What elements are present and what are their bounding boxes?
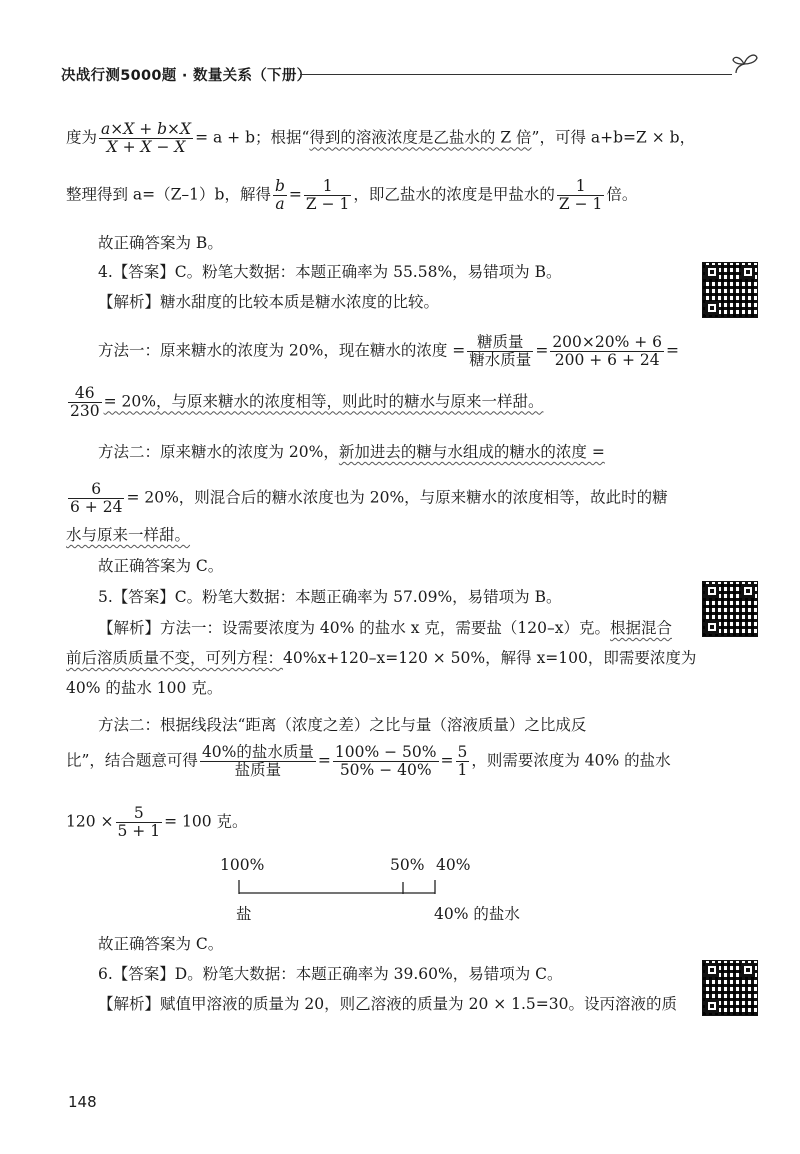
diagram-segment	[234, 876, 446, 898]
text-line: 整理得到 a=（Z–1）b，解得 $\frac{b}{a}$ = $\frac{1}{Z - 1}$ ，即乙盐水的浓度是甲盐水的 $\frac{1}{Z - 1}$ 倍。	[66, 177, 638, 214]
diagram-label-salt: 盐	[236, 905, 252, 923]
answer-line: 故正确答案为 B。	[98, 234, 223, 252]
text-line: 度为 $\frac{a\times X + b\times X}{X + X - X}$ = a + b；根据“得到的溶液浓度是乙盐水的 Z 倍”，可得 a+b=Z × b，	[66, 120, 696, 157]
diagram-label-100: 100%	[220, 856, 265, 874]
qr-code-icon	[702, 581, 758, 637]
text-line: 前后溶质质量不变，可列方程：40%x+120–x=120 × 50%，解得 x=100，即需要浓度为	[66, 649, 697, 667]
question-6-analysis: 【解析】赋值甲溶液的质量为 20，则乙溶液的质量为 20 × 1.5=30。设丙溶液的质	[98, 995, 678, 1013]
text-line: 【解析】方法一：设需要浓度为 40% 的盐水 x 克，需要盐（120–x）克。根据混合	[98, 619, 672, 637]
text-line: 120 × $\frac{5}{5 + 1}$ = 100 克。	[66, 804, 248, 841]
question-4-answer: 4.【答案】C。粉笔大数据：本题正确率为 55.58%，易错项为 B。	[98, 263, 562, 281]
text-line: 方法二：根据线段法“距离（浓度之差）之比与量（溶液质量）之比成反	[98, 716, 587, 734]
diagram-label-50: 50%	[390, 856, 425, 874]
running-header-title: 决战行测5000题 · 数量关系（下册）	[61, 68, 312, 84]
page-number: 148	[68, 1093, 97, 1111]
text-line: $\frac{46}{230}$ = 20%，与原来糖水的浓度相等，则此时的糖水与原来一样甜。	[70, 384, 544, 421]
diagram-label-salt-water: 40% 的盐水	[434, 905, 520, 923]
answer-line: 故正确答案为 C。	[98, 935, 224, 953]
text-line: 比”，结合题意可得 $\frac{\text{40\%的盐水质量}}{\text{盐质量}}$ = $\frac{100\% - 50\%}{50\% - 40\%}$ = $\frac{5}{1}$ ，则需要浓度为 40% 的盐水	[66, 743, 671, 780]
qr-code-icon	[702, 262, 758, 318]
text-line: $\frac{6}{6 + 24}$ = 20%，则混合后的糖水浓度也为 20%，与原来糖水的浓度相等，故此时的糖	[70, 480, 668, 517]
sprout-icon	[730, 50, 760, 76]
answer-line: 故正确答案为 C。	[98, 557, 224, 575]
text-line: 水与原来一样甜。	[66, 526, 191, 544]
text-line: 方法一：原来糖水的浓度为 20%，现在糖水的浓度 = $\frac{\text{糖质量}}{\text{糖水质量}}$ = $\frac{200\times 20\% + 6}{200 + 6 + 24}$ =	[98, 333, 680, 370]
question-5-answer: 5.【答案】C。粉笔大数据：本题正确率为 57.09%，易错项为 B。	[98, 588, 562, 606]
qr-code-icon	[702, 960, 758, 1016]
header-rule	[300, 74, 732, 75]
text-line: 40% 的盐水 100 克。	[66, 679, 223, 697]
question-4-analysis: 【解析】糖水甜度的比较本质是糖水浓度的比较。	[98, 293, 440, 311]
question-6-answer: 6.【答案】D。粉笔大数据：本题正确率为 39.60%，易错项为 C。	[98, 965, 563, 983]
text-line: 方法二：原来糖水的浓度为 20%，新加进去的糖与水组成的糖水的浓度 =	[98, 443, 605, 461]
diagram-label-40: 40%	[436, 856, 471, 874]
